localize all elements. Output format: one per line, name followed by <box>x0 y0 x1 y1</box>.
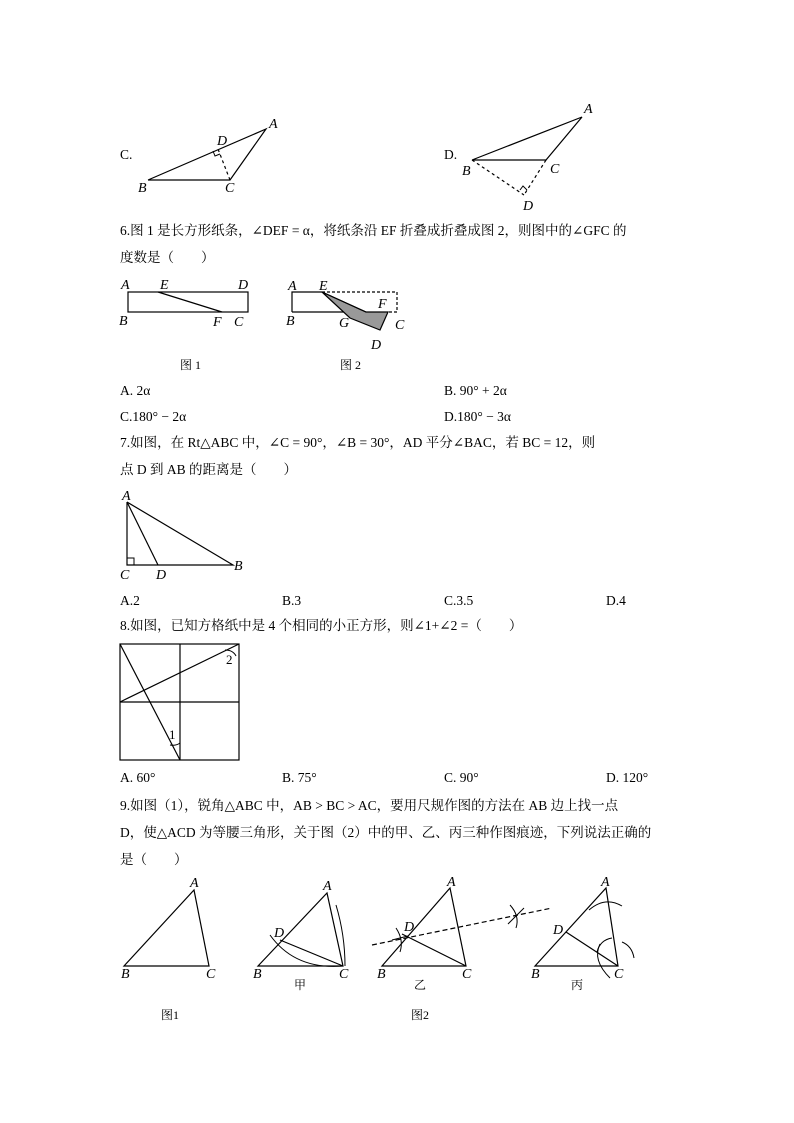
q6f2-label-a: A <box>288 279 297 294</box>
q7-label-b: B <box>234 559 243 574</box>
q6-option-c[interactable]: C.180° − 2α <box>120 409 187 424</box>
q7-option-a[interactable]: A.2 <box>120 593 140 608</box>
q9-jia-label-a: A <box>323 879 332 894</box>
q9-yi-label-a: A <box>447 875 456 890</box>
q6f1-label-f: F <box>213 315 222 330</box>
q5-option-d-label: D. <box>444 147 458 162</box>
q9f1-label-a: A <box>190 876 199 891</box>
q9-yi-figure <box>372 888 552 966</box>
q5d-label-c: C <box>550 162 560 177</box>
q8-angle-2-label: 2 <box>226 652 233 667</box>
q8-option-d[interactable]: D. 120° <box>606 770 649 785</box>
q7-label-d: D <box>156 568 167 583</box>
q6-fig1-caption: 图 1 <box>180 358 202 372</box>
q9-stem-line2: D，使△ACD 为等腰三角形，关于图（2）中的甲、乙、丙三种作图痕迹，下列说法正确的 <box>120 825 652 840</box>
q6f2-label-e: E <box>319 279 328 294</box>
q5d-label-b: B <box>462 164 471 179</box>
q7-option-c[interactable]: C.3.5 <box>444 593 474 608</box>
q6-stem-line1: 6.图 1 是长方形纸条，∠DEF = α，将纸条沿 EF 折叠成折叠成图 2，则图中的∠GFC 的 <box>120 223 627 238</box>
q6f1-label-c: C <box>234 315 244 330</box>
q6f2-label-g: G <box>339 316 350 331</box>
q9-bing-figure <box>535 888 634 978</box>
q5c-label-a: A <box>269 117 278 132</box>
q7-option-b[interactable]: B.3 <box>282 593 302 608</box>
q6f2-label-c: C <box>395 318 405 333</box>
q9-jia-figure <box>258 893 345 966</box>
q7-stem-line1: 7.如图，在 Rt△ABC 中，∠C = 90°，∠B = 30°，AD 平分∠BAC，若 BC = 12，则 <box>120 435 596 450</box>
q9-yi-label-b: B <box>377 967 386 982</box>
q5-option-c-label: C. <box>120 147 133 162</box>
q9f1-label-b: B <box>121 967 130 982</box>
q7-triangle <box>127 502 233 565</box>
q6f2-label-f: F <box>378 297 387 312</box>
q9-stem-line3: 是（ ） <box>120 852 188 867</box>
q6-fig1-strip <box>128 292 248 312</box>
q6-option-d[interactable]: D.180° − 3α <box>444 409 511 424</box>
q6f1-label-a: A <box>121 278 130 293</box>
q6f1-label-e: E <box>160 278 169 293</box>
q7-option-d[interactable]: D.4 <box>606 593 626 608</box>
q6-option-b[interactable]: B. 90° + 2α <box>444 383 507 398</box>
q9-bing-label-b: B <box>531 967 540 982</box>
q6f2-label-d: D <box>371 338 382 353</box>
q9-caption-bing: 丙 <box>571 978 584 992</box>
q6f1-label-d: D <box>238 278 249 293</box>
q9-fig2-caption: 图2 <box>411 1008 430 1022</box>
q8-grid <box>120 644 239 760</box>
q8-option-b[interactable]: B. 75° <box>282 770 317 785</box>
q5d-triangle <box>472 117 582 195</box>
q8-stem-line1: 8.如图，已知方格纸中是 4 个相同的小正方形，则∠1+∠2 =（ ） <box>120 618 523 633</box>
q9-caption-jia: 甲 <box>294 978 307 992</box>
q9-bing-label-a: A <box>601 875 610 890</box>
q6-option-a[interactable]: A. 2α <box>120 383 151 398</box>
q9-jia-label-c: C <box>339 967 349 982</box>
q9-fig1-caption: 图1 <box>161 1008 180 1022</box>
q6-stem-line2: 度数是（ ） <box>120 250 215 265</box>
q5c-label-c: C <box>225 181 235 196</box>
q8-angle-1-label: 1 <box>169 727 176 742</box>
q6f1-label-b: B <box>119 314 128 329</box>
q9-bing-label-c: C <box>614 967 624 982</box>
q9-stem-line1: 9.如图（1），锐角△ABC 中，AB > BC > AC，要用尺规作图的方法在 AB 边上找一点 <box>120 798 619 813</box>
q8-option-c[interactable]: C. 90° <box>444 770 479 785</box>
q8-option-a[interactable]: A. 60° <box>120 770 156 785</box>
q5c-triangle <box>148 129 266 180</box>
q6-fig2-caption: 图 2 <box>340 358 362 372</box>
q7-label-a: A <box>122 489 131 504</box>
q7-stem-line2: 点 D 到 AB 的距离是（ ） <box>120 462 298 477</box>
q5d-label-d: D <box>523 199 534 214</box>
q7-label-c: C <box>120 568 130 583</box>
q5d-label-a: A <box>584 102 593 117</box>
q5c-label-d: D <box>217 134 228 149</box>
q5c-label-b: B <box>138 181 147 196</box>
q9-yi-label-c: C <box>462 967 472 982</box>
q9-jia-label-b: B <box>253 967 262 982</box>
q9f1-label-c: C <box>206 967 216 982</box>
q9-caption-yi: 乙 <box>414 978 427 992</box>
q9-yi-label-d: D <box>404 920 415 935</box>
q9-fig1-triangle <box>124 890 209 966</box>
q9-jia-label-d: D <box>274 926 285 941</box>
q6f2-label-b: B <box>286 314 295 329</box>
q9-bing-label-d: D <box>553 923 564 938</box>
